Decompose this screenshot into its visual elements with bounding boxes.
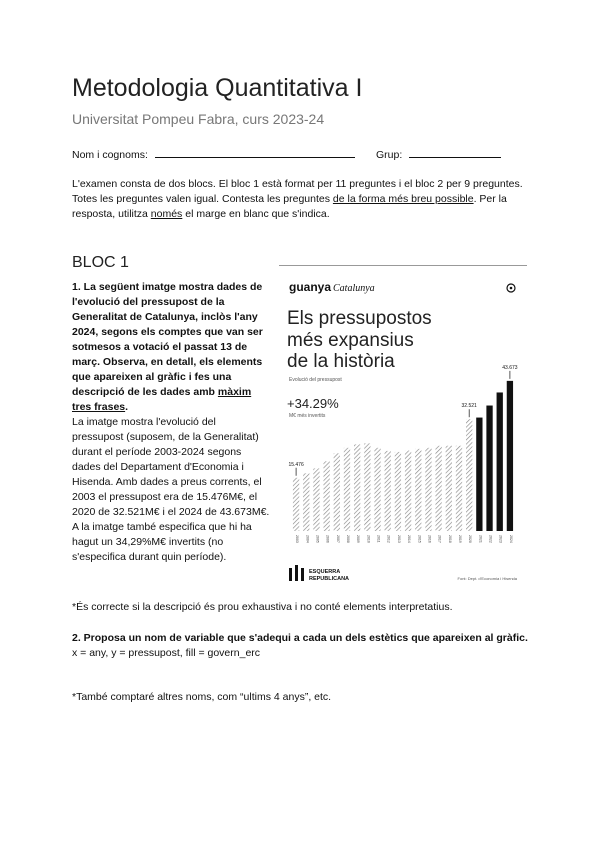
chart-bar: [293, 478, 299, 531]
question-1-prompt: 1. La següent imatge mostra dades de l'evolució del pressupost de la Generalitat de Catalunya, inclòs l'any 2024, segons els comptes que van ser sotmesos a votació el passat 13 de març. Observa, en detall, els elements que apareixen al gràfic i fes una descripció de les dades amb màxim tres frases.: [72, 281, 263, 413]
poster-brand-script: Catalunya: [333, 283, 375, 294]
chart-x-tick-label: 2021: [478, 535, 483, 543]
name-field-row: [72, 147, 355, 163]
section-heading: BLOC 1: [72, 254, 129, 271]
poster-party-name-1: ESQUERRA: [309, 569, 341, 575]
poster-svg: [279, 266, 527, 590]
chart-x-tick-label: 2018: [447, 535, 452, 543]
chart-x-tick-label: 2007: [335, 535, 340, 543]
poster-sub-label: Evolució del pressupost: [289, 377, 342, 383]
question-1: [72, 280, 270, 565]
chart-x-tick-label: 2014: [407, 535, 412, 543]
chart-bar: [446, 446, 452, 531]
exam-instructions: [72, 177, 532, 222]
chart-x-tick-label: 2004: [305, 535, 310, 543]
chart-value-label: 15.476: [288, 461, 304, 468]
chart-bar: [456, 446, 462, 531]
intro-text: . Per la resposta, utilitza: [72, 193, 507, 220]
group-blank[interactable]: [409, 147, 501, 158]
group-field-row: [376, 147, 501, 163]
chart-x-tick-label: 2020: [468, 535, 473, 543]
note-1: *És correcte si la descripció és prou exhaustiva i no conté elements interpretatius.: [72, 601, 453, 613]
chart-bar: [497, 392, 503, 531]
chart-x-tick-label: 2013: [396, 535, 401, 543]
chart-x-tick-label: 2012: [386, 535, 391, 543]
chart-bar: [303, 473, 309, 531]
poster-brand: guanya: [289, 280, 332, 294]
chart-x-tick-label: 2024: [508, 535, 513, 543]
chart-bar: [385, 451, 391, 531]
question-1-emphasis: màxim tres frases: [72, 386, 252, 413]
party-logo-icon: [289, 565, 304, 581]
chart-bar: [486, 406, 492, 531]
question-2-prompt: 2. Proposa un nom de variable que s'adequi a cada un dels estètics que apareixen al gràfic.: [72, 632, 528, 644]
poster-percentage-label: M€ més invertits: [289, 413, 326, 419]
poster-footer-note: Font: Dept. d'Economia i Hisenda: [457, 576, 517, 581]
chart-x-tick-label: 2022: [488, 535, 493, 543]
chart-bar: [435, 446, 441, 531]
chart-x-tick-label: 2017: [437, 535, 442, 543]
chart-bar: [313, 468, 319, 531]
chart-x-tick-label: 2009: [356, 535, 361, 543]
chart-bar: [344, 448, 350, 531]
chart-value-label: 32.521: [461, 403, 477, 410]
chart-bar: [334, 453, 340, 531]
chart-x-tick-label: 2023: [498, 535, 503, 543]
chart-x-tick-label: 2011: [376, 535, 381, 543]
page-title: Metodologia Quantitativa I: [72, 74, 363, 102]
poster-headline-3: de la història: [287, 351, 395, 372]
intro-underline-only: només: [150, 208, 183, 220]
page-subtitle: Universitat Pompeu Fabra, curs 2023-24: [72, 111, 325, 127]
chart-x-tick-label: 2019: [458, 535, 462, 543]
intro-text: el marge en blanc que s'indica.: [182, 208, 330, 220]
budget-poster: [279, 265, 527, 590]
chart-x-tick-label: 2003: [295, 535, 300, 543]
chart-x-tick-label: 2016: [427, 535, 432, 543]
chart-bar: [476, 418, 482, 531]
chart-bar: [323, 461, 329, 531]
note-2: *També comptaré altres noms, com “ultims 4 anys”, etc.: [72, 691, 332, 703]
name-label: Nom i cognoms:: [72, 149, 148, 161]
chart-bar: [395, 452, 401, 531]
poster-percentage: +34.29%: [287, 396, 339, 411]
chart-bar: [374, 448, 380, 531]
chart-bar: [364, 443, 370, 531]
poster-party-name-2: REPUBLICANA: [309, 576, 350, 582]
chart-bar: [425, 448, 431, 531]
chart-x-ticks: [295, 535, 513, 543]
chart-value-label: 43.673: [502, 364, 518, 371]
chart-x-tick-label: 2005: [315, 535, 320, 543]
question-2-answer: x = any, y = pressupost, fill = govern_erc: [72, 647, 261, 659]
chart-bar: [415, 449, 421, 531]
chart-bar: [507, 381, 513, 531]
poster-logo-dot-icon: [510, 287, 513, 290]
poster-headline-1: Els pressupostos: [287, 308, 432, 329]
name-blank[interactable]: [155, 147, 355, 158]
chart-x-tick-label: 2010: [366, 535, 371, 543]
chart-x-tick-label: 2006: [325, 535, 330, 543]
chart-bar: [354, 444, 360, 531]
chart-bar: [466, 419, 472, 531]
chart-bar: [405, 451, 411, 531]
intro-underline-brief: de la forma més breu possible: [332, 193, 474, 205]
question-1-answer: La imatge mostra l'evolució del pressupost (suposem, de la Generalitat) durant el període 2003-2024 segons dades del Departament d'Economia i Hisenda. Amb dades a preus corrents, el 2003 el pressupost era de 15.476M€, el 2020 de 32.521M€ i el 2024 de 43.673M€. A la imatge també especifica que hi ha hagut un 34,29%M€ invertits (no s'especifica durant quin període).: [72, 416, 270, 563]
intro-text: L'examen consta de dos blocs. El bloc 1 està format per 11 preguntes i el bloc 2 per 9 preguntes. Totes les preguntes valen igual. Contesta les preguntes: [72, 178, 523, 205]
chart-x-tick-label: 2008: [346, 535, 350, 543]
poster-headline-2: més expansius: [287, 330, 414, 351]
group-label: Grup:: [376, 149, 403, 161]
question-2: [72, 631, 542, 661]
chart-x-tick-label: 2015: [417, 535, 422, 543]
